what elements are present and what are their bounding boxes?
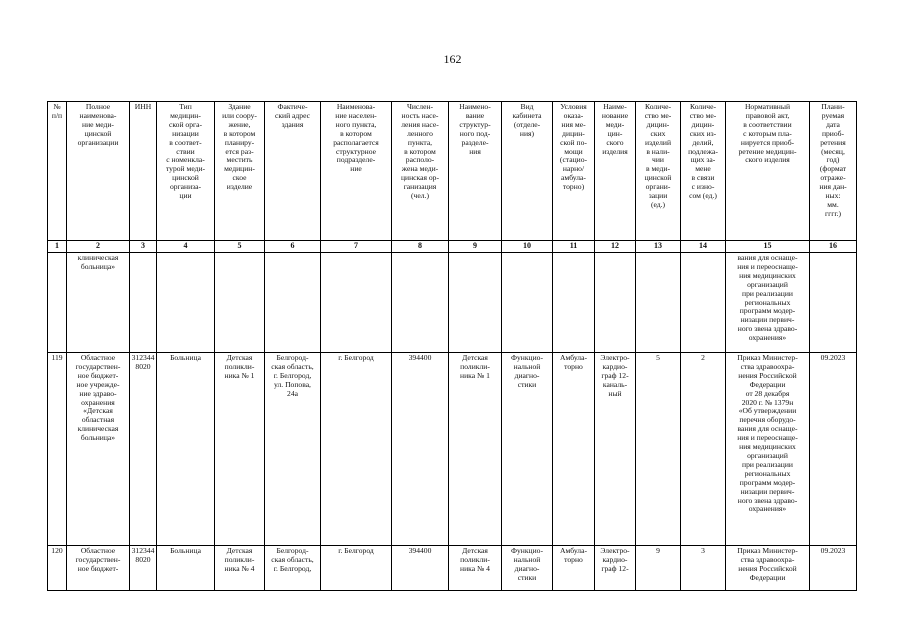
column-number: 11 xyxy=(553,241,595,253)
row-number-cell: 120 xyxy=(48,546,67,591)
header-cell: Наиме- нование меди- цин- ского изделия xyxy=(595,102,636,241)
org-name-cell: Областное государствен- ное бюджет- xyxy=(67,546,130,591)
header-cell: Числен- ность насе- ления насе- ленного пункта, в котором располо- жена меди- цинская ор- ганизация (чел.) xyxy=(392,102,449,241)
building-cell: Детская поликли- ника № 1 xyxy=(215,353,265,546)
cell xyxy=(595,253,636,353)
cell xyxy=(321,253,392,353)
header-cell: ИНН xyxy=(130,102,157,241)
column-number: 1 xyxy=(48,241,67,253)
equipment-table xyxy=(47,101,857,591)
header-cell: Тип медицин- ской орга- низации в соответ- ствии с номенкла- турой меди- цинской организа- ции xyxy=(157,102,215,241)
org-name-cell: клиническая больница» xyxy=(67,253,130,353)
locality-cell: г. Белгород xyxy=(321,353,392,546)
device-cell: Электро- кардио- граф 12- xyxy=(595,546,636,591)
qty-available-cell: 9 xyxy=(636,546,681,591)
inn-cell: 312344 8020 xyxy=(130,546,157,591)
column-number: 15 xyxy=(726,241,810,253)
conditions-cell: Амбула- торно xyxy=(553,546,595,591)
table-row xyxy=(48,546,857,591)
subdivision-cell: Детская поликли- ника № 1 xyxy=(449,353,502,546)
header-cell: Условия оказа- ния ме- дицин- ской по- мощи (стацио- нарно/ амбула- торно) xyxy=(553,102,595,241)
qty-replace-cell: 3 xyxy=(681,546,726,591)
row-number-cell: 119 xyxy=(48,353,67,546)
population-cell: 394400 xyxy=(392,546,449,591)
org-name-cell: Областное государствен- ное бюджет- ное учрежде- ние здраво- охранения «Детская областная клиническая больница» xyxy=(67,353,130,546)
column-number: 9 xyxy=(449,241,502,253)
cell xyxy=(449,253,502,353)
column-number: 16 xyxy=(810,241,857,253)
header-cell: Количе- ство ме- дицин- ских из- делий, подлежа- щих за- мене в связи с изно- сом (ед.) xyxy=(681,102,726,241)
column-number: 8 xyxy=(392,241,449,253)
column-number: 10 xyxy=(502,241,553,253)
cell xyxy=(636,253,681,353)
org-type-cell: Больница xyxy=(157,353,215,546)
population-cell: 394400 xyxy=(392,353,449,546)
column-number: 3 xyxy=(130,241,157,253)
cabinet-cell: Функцио- нальной диагно- стики xyxy=(502,353,553,546)
legal-act-cell: вания для оснаще- ния и переоснаще- ния медицинских организаций при реализации региональных программ модер- низации первич- ного звена здраво- охранения» xyxy=(726,253,810,353)
device-cell: Электро- кардио- граф 12- каналь- ный xyxy=(595,353,636,546)
header-cell: Вид кабинета (отделе- ния) xyxy=(502,102,553,241)
column-number: 12 xyxy=(595,241,636,253)
date-cell: 09.2023 xyxy=(810,546,857,591)
cell xyxy=(810,253,857,353)
building-cell: Детская поликли- ника № 4 xyxy=(215,546,265,591)
cell xyxy=(215,253,265,353)
column-number-row xyxy=(48,241,857,253)
cell xyxy=(392,253,449,353)
qty-available-cell: 5 xyxy=(636,353,681,546)
header-cell: Плани- руемая дата приоб- ретения (месяц, год) (формат отраже- ния дан- ных: мм. гггг.) xyxy=(810,102,857,241)
page-number: 162 xyxy=(443,52,462,66)
cell xyxy=(502,253,553,353)
continuation-row xyxy=(48,253,857,353)
subdivision-cell: Детская поликли- ника № 4 xyxy=(449,546,502,591)
cell xyxy=(130,253,157,353)
column-number: 4 xyxy=(157,241,215,253)
cell xyxy=(681,253,726,353)
header-cell: Наименова- ние населен- ного пункта, в котором располагается структурное подразделе- ние xyxy=(321,102,392,241)
address-cell: Белгород- ская область, г. Белгород, ул. Попова, 24а xyxy=(265,353,321,546)
locality-cell: г. Белгород xyxy=(321,546,392,591)
column-number: 2 xyxy=(67,241,130,253)
column-number: 5 xyxy=(215,241,265,253)
header-cell: Нормативный правовой акт, в соответствии с которым пла- нируется приоб- ретение медицин- ского изделия xyxy=(726,102,810,241)
header-cell: Фактиче- ский адрес здания xyxy=(265,102,321,241)
header-cell: Наимено- вание структур- ного под- разделе- ния xyxy=(449,102,502,241)
header-row xyxy=(48,102,857,241)
qty-replace-cell: 2 xyxy=(681,353,726,546)
table-row xyxy=(48,353,857,546)
column-number: 13 xyxy=(636,241,681,253)
org-type-cell: Больница xyxy=(157,546,215,591)
cabinet-cell: Функцио- нальной диагно- стики xyxy=(502,546,553,591)
header-cell: № п/п xyxy=(48,102,67,241)
legal-act-cell: Приказ Министер- ства здравоохра- нения Российской Федерации xyxy=(726,546,810,591)
cell xyxy=(48,253,67,353)
conditions-cell: Амбула- торно xyxy=(553,353,595,546)
address-cell: Белгород- ская область, г. Белгород, xyxy=(265,546,321,591)
date-cell: 09.2023 xyxy=(810,353,857,546)
header-cell: Количе- ство ме- дицин- ских изделий в нали- чии в меди- цинской органи- зации (ед.) xyxy=(636,102,681,241)
cell xyxy=(265,253,321,353)
header-cell: Полное наименова- ние меди- цинской организации xyxy=(67,102,130,241)
header-cell: Здание или соору- жение, в котором планиру- ется раз- местить медицин- ское изделие xyxy=(215,102,265,241)
column-number: 6 xyxy=(265,241,321,253)
legal-act-cell: Приказ Министер- ства здравоохра- нения Российской Федерации от 28 декабря 2020 г. № 1379н «Об утверждении перечня оборудо- вания для оснаще- ния и переоснаще- ния медицинских организаций при реализации региональных программ модер- низации первич- ного звена здраво- охранения» xyxy=(726,353,810,546)
column-number: 14 xyxy=(681,241,726,253)
cell xyxy=(157,253,215,353)
column-number: 7 xyxy=(321,241,392,253)
cell xyxy=(553,253,595,353)
inn-cell: 312344 8020 xyxy=(130,353,157,546)
